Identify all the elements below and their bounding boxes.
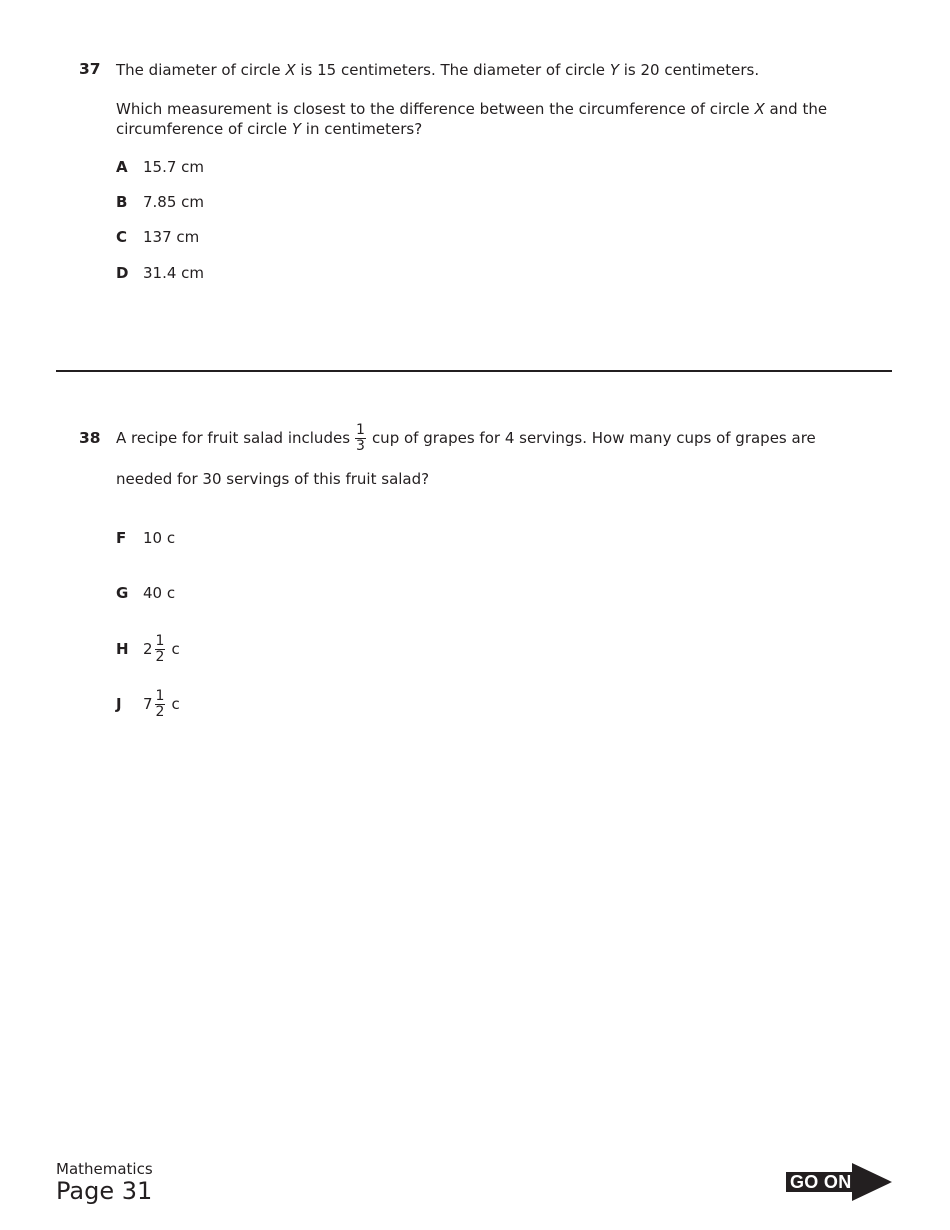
answer-choice-h[interactable]: H 2 $\frac{1}{2}$ c [116,632,180,665]
answer-choice-d[interactable]: D 31.4 cm [116,264,205,282]
answer-choice-b[interactable]: B 7.85 cm [116,193,205,211]
go-on-arrow [786,1163,892,1201]
question-38-stem-line2: needed for 30 servings of this fruit salad? [116,470,430,488]
answer-choice-f[interactable]: F 10 c [116,529,176,547]
footer-subject: Mathematics [56,1160,153,1178]
question-number-38: 38 [79,429,101,447]
fraction-one-half: $\frac{1}{2}$ [155,687,165,720]
question-37-prompt: Which measurement is closest to the difference between the circumference of circle X and the circumference of circle Y in centimeters? [116,100,828,138]
fraction-one-third: $\frac{1}{3}$ [356,421,365,454]
answer-choice-c[interactable]: C 137 cm [116,228,200,246]
question-37-stem: The diameter of circle X is 15 centimeters. The diameter of circle Y is 20 centimeters. [116,61,760,79]
fraction-one-half: $\frac{1}{2}$ [155,632,165,665]
question-38-stem: A recipe for fruit salad includes $\frac{1}{3}$ cup of grapes for 4 servings. How many cups of grapes are [116,421,816,454]
footer-page-number: Page 31 [56,1177,153,1205]
answer-choice-g[interactable]: G 40 c [116,584,176,602]
question-number-37: 37 [79,60,101,78]
go-on-label: GO ON [790,1172,852,1192]
answer-choice-j[interactable]: J 7 $\frac{1}{2}$ c [116,687,180,720]
answer-choice-a[interactable]: A 15.7 cm [116,158,205,176]
section-divider [56,370,892,372]
